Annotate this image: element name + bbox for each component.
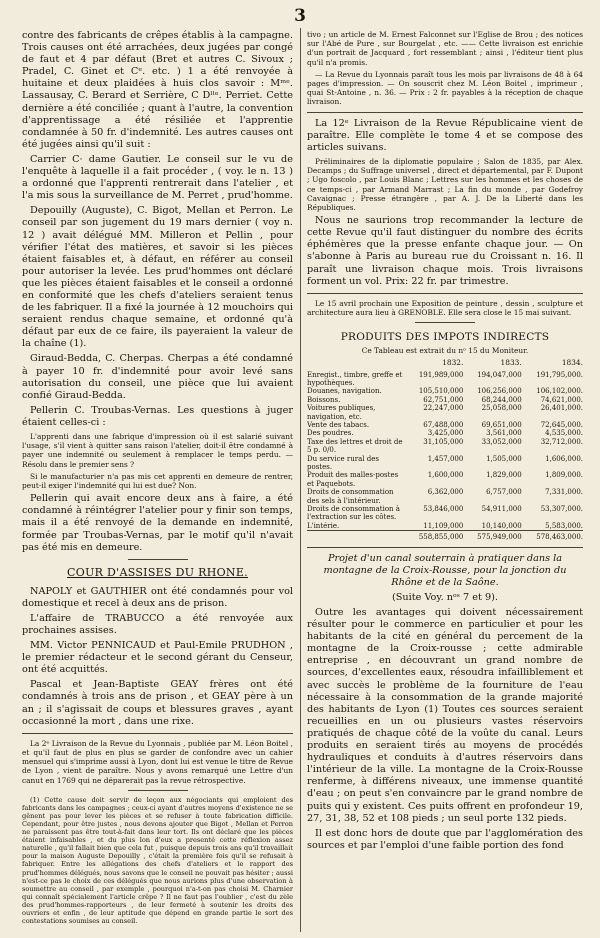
paragraph-pennicaud: MM. Victor PENNICAUD et Paul-Emile PRUDHON , le premier rédacteur et le second gérant du Censeur, ont été acquittés. <box>22 640 293 676</box>
tax-value-1832: 67,488,000 <box>423 420 464 429</box>
tax-value-1833: 54,911,000 <box>481 505 522 513</box>
tax-row-label: L'intérie. <box>307 521 340 530</box>
year-1833: 1833. <box>500 358 522 368</box>
paragraph-carrier-gautier: Carrier C· dame Gautier. Le conseil sur le vu de l'enquête à laquelle il a fait procéder , ( voy. le n. 13 ) a ordonné que l'apprenti rentrerait dans l'atelier , et l'a mis sous la surveillance de M. Perret , prud'homme. <box>22 153 293 202</box>
paragraph-giraud-bedda: Giraud-Bedda, C. Cherpas. Cherpas a été condamné à payer 10 fr. d'indemnité pour avoir levé sans autorisation du conseil, une pièce que lui avaient confié Giraud-Bedda. <box>22 353 293 401</box>
tax-value-1832: 191,989,000 <box>418 370 464 379</box>
paragraph-revue-republicaine: La 12ᵉ Livraison de la Revue Républicaine vient de paraître. Elle complète le tome 4 et se compose des articles suivans. <box>307 117 583 153</box>
separator <box>307 112 583 113</box>
tax-table-row <box>307 404 583 421</box>
tax-table-row <box>307 455 583 472</box>
tax-value-1832: 1,600,000 <box>427 471 464 480</box>
left-column <box>22 30 293 932</box>
tax-value-1833: 194,047,000 <box>477 370 522 379</box>
total-1833: 575,949,000 <box>463 531 521 542</box>
tax-value-1834: 53,307,000. <box>540 505 583 513</box>
paragraph-depouilly: Depouilly (Auguste), C. Bigot, Mellan et Perron. Le conseil par son jugement du 19 mars dernier ( voy n. 12 ) avait délégué MM. Milleron et Pellin , pour vérifier l'état des matières, et savoir si les pièces étaient faisables et, à défaut, en référer au conseil pour autoriser la levée. Les prud'hommes ont déclaré que les pièces étaient faisables et le conseil a ordonné en conformité que les chefs d'ateliers seraient tenus de les fabriquer. Il a fixé la journée à 12 mouchoirs qui seraient rendus chaque semaine, et ordonné qu'à défaut par eux de ce faire, ils payeraient la valeur de la chaîne (1). <box>22 205 293 350</box>
tax-value-1834: 1,606,000. <box>545 454 583 463</box>
tax-value-1834: 72,645,000. <box>540 420 583 429</box>
tax-table-subtitle: Ce Tableau est extrait du nᵒ 15 du Moniteur. <box>361 346 529 356</box>
canal-article-title: Projet d'un canal souterrain à pratiquer dans la montagne de la Croix-Rousse, pour la jonction du Rhône et de la Saône. <box>323 552 567 588</box>
separator <box>415 322 475 323</box>
paragraph-revue-articles: Préliminaires de la diplomatie populaire ; Salon de 1835, par Alex. Decamps ; du Suffrage universel , direct et départemental, par F. Dupont ; Ugo foscolo , par Louis Blanc ; Lettres sur les hommes et les choses de ce temps-ci , par Armand Marrast ; La fin du monde , par Godefroy Cavaignac ; Presse étrangère , par A. J. De la Liberté dans les Républiques. <box>307 156 583 212</box>
year-1832: 1832. <box>442 358 464 368</box>
tax-value-1834: 7,331,000. <box>545 488 583 497</box>
tax-value-1832: 105,510,000 <box>418 387 464 396</box>
tax-value-1834: 74,621,000. <box>540 395 583 404</box>
column-divider <box>300 28 301 932</box>
tax-value-1834: 5,583,000. <box>545 521 583 530</box>
tax-row-label: Boissons. <box>307 395 341 404</box>
paragraph-canal-1: Outre les avantages qui doivent nécessairement résulter pour le commerce en particulier et pour les habitants de la cité en général du percement de la montagne de la Croix-rousse ; cette admirable entreprise , en découvrant un grand nombre de sources, d'excellentes eaux, résoudra infailliblement et avec succès le problème de la fourniture de l'eau nécessaire à la consommation de la grande majorité des habitants de Lyon (1) Toutes ces sources seraient recueillies en un ou plusieurs vastes réservoirs pratiqués de chaque côté de la voûte du canal. Leurs produits en seraient tirés au moyens de procédés hydrauliques et conduits à d'autres réservoirs dans l'intérieur de la ville. La montagne de la Croix-Rousse renferme, à différens niveaux, une immense quantité d'eau ; on peut s'en convaincre par le grand nombre de puits qui y existent. Ces puits offrent en profondeur 19, 27, 31, 38, 52 et 108 pieds ; un seul porte 132 pieds. <box>307 607 583 824</box>
tax-row-label: Du service rural des postes. <box>307 454 379 471</box>
canal-article-subtitle: (Suite Voy. nᵒˢ 7 et 9). <box>391 591 499 603</box>
tax-value-1833: 68,244,000 <box>481 395 522 404</box>
tax-value-1832: 62,751,000 <box>423 395 464 404</box>
tax-row-label: Enregist., timbre, greffe et hypothèques. <box>307 370 403 387</box>
paragraph-pellerin-verdict: Pellerin qui avait encore deux ans à faire, a été condamné à réintégrer l'atelier pour y finir son temps, mais il a été renvoyé de la demande en indemnité, formée par Troubas-Vernas, par le motif qu'il n'avait pas été mis en demeure. <box>22 493 293 553</box>
tax-table-row <box>307 387 583 395</box>
tax-value-1832: 6,362,000 <box>427 488 464 497</box>
right-column <box>307 30 583 932</box>
tax-value-1834: 1,809,000. <box>545 471 583 480</box>
paragraph-revue-subscription: — La Revue du Lyonnais paraît tous les mois par livraisons de 48 à 64 pages d'impression. — On souscrit chez M. Léon Boitel , imprimeur , quai St-Antoine , n. 36. — Prix : 2 fr. payables à la réception de chaque livraison. <box>307 69 583 107</box>
tax-value-1833: 1,829,000 <box>486 471 522 480</box>
tax-value-1833: 69,651,000 <box>481 420 522 429</box>
tax-table-row <box>307 421 583 429</box>
paragraph-conseil-intro: contre des fabricants de crêpes établis à la campagne. Trois causes ont été arrachées, deux jugées par congé de faut et 4 par défaut (Bret et autres C. Sivoux ; Pradel, C. Ginet et Cᵉ. etc. ) 1 a été renvoyée à huitaine et deux plaidées à huis clos savoir : Mᵐᵉ. Lassausay, C. Berard et Serrière, C Dˡˡᵉ. Perriet. Cette dernière a été conciliée ; quant à l'autre, la convention d'apprentissage a été résiliée et l'apprentie condamnée à 50 fr. d'indemnité. Les autres causes ont été jugées ainsi qu'il suit : <box>22 30 293 150</box>
tax-value-1832: 31,105,000 <box>423 437 464 446</box>
tax-value-1833: 3,561,000 <box>486 429 522 438</box>
tax-row-label: Douanes, navigation. <box>307 387 382 396</box>
tax-value-1833: 6,757,000 <box>486 488 522 497</box>
tax-table-row <box>307 522 583 531</box>
separator <box>22 733 293 734</box>
paragraph-question-1: L'apprenti dans une fabrique d'impression où il est salarié suivant l'usage, s'il vient à quitter sans raison l'atelier, doit-il être condamné à payer une indemnité ou seulement à remplacer le temps perdu. — Résolu dans le premier sens ? <box>22 432 293 469</box>
tax-row-label: Droits de consommation à l'extraction sur les côtes. <box>307 505 400 522</box>
paragraph-revue-contents: tivo ; un article de M. Ernest Falconnet sur l'Eglise de Brou ; des notices sur l'Abé de Pure , sur Bourgelat , etc. —— Cette livraison est enrichie d'un portrait de Jacquard , fort ressemblant ; ainsi , l'éditeur tient plus qu'il n'a promis. <box>307 30 583 67</box>
tax-row-label: Des poudres. <box>307 429 354 438</box>
tax-table-row <box>307 396 583 404</box>
tax-value-1832: 22,247,000 <box>423 404 464 413</box>
tax-value-1834: 4,535,000. <box>545 429 583 438</box>
tax-value-1833: 33,052,000 <box>481 437 522 446</box>
tax-row-label: Taxe des lettres et droit de 5 p. 0/0. <box>307 437 403 455</box>
tax-value-1834: 191,795,000. <box>536 370 583 379</box>
tax-value-1833: 1,505,000 <box>486 454 522 463</box>
tax-value-1832: 1,457,000 <box>427 454 464 463</box>
paragraph-pellerin: Pellerin C. Troubas-Vernas. Les questions à juger étaient celles-ci : <box>22 404 293 428</box>
tax-table-row <box>307 438 583 455</box>
tax-table-row <box>307 488 583 505</box>
separator <box>307 547 583 548</box>
tax-value-1834: 106,102,000. <box>536 387 583 396</box>
tax-value-1834: 26,401,000. <box>540 404 583 413</box>
paragraph-question-2: Si le manufacturier n'a pas mis cet apprenti en demeure de rentrer, peut-il exiger l'indemnité qui lui est due? Non. <box>22 471 293 491</box>
paragraph-canal-2: Il est donc hors de doute que par l'agglomération des sources et par l'emploi d'une faible portion des fond <box>307 827 583 851</box>
tax-table-row <box>307 371 583 388</box>
total-1832: 558,855,000 <box>405 531 463 542</box>
paragraph-revue-lyonnais: La 2ᵉ Livraison de la Revue du Lyonnais , publiée par M. Léon Boitel , et qu'il faut de plus en plus se garder de confondre avec un cahier mensuel qui s'imprime aussi à Lyon, dont lui est venue le titre de Revue de Lyon , vient de paraître. Nous y avons remarqué une Lettre d'un canut en 1769 qui ne déparerait pas la revue rétrospective. <box>22 738 293 785</box>
tax-value-1832: 11,109,000 <box>423 521 464 530</box>
year-1834: 1834. <box>561 358 583 368</box>
paragraph-trabucco: L'affaire de TRABUCCO a été renvoyée aux prochaines assises. <box>22 612 293 636</box>
paragraph-geay: Pascal et Jean-Baptiste GEAY frères ont été condamnés à trois ans de prison , et GEAY père à un an ; il s'agissait de coups et blessures graves , ayant occasionné la mort , dans une rixe. <box>22 679 293 727</box>
tax-row-label: Voitures publiques, navigation, etc. <box>307 404 376 421</box>
tax-table-header <box>307 359 583 370</box>
tax-table-row <box>307 471 583 488</box>
tax-row-label: Produit des malles-postes et Paquebots. <box>307 471 399 488</box>
tax-value-1833: 25,058,000 <box>481 404 522 413</box>
separator <box>128 790 188 791</box>
separator <box>128 559 188 560</box>
tax-row-label: Droits de consommation des sels à l'intérieur. <box>307 488 394 505</box>
separator <box>307 293 583 294</box>
paragraph-napoly: NAPOLY et GAUTHIER ont été condamnés pour vol domestique et recel à deux ans de prison. <box>22 585 293 609</box>
tax-table-title: PRODUITS DES IMPOTS INDIRECTS <box>340 331 550 344</box>
footnote: (1) Cette cause doit servir de leçon aux négociants qui emploient des fabricants dans les campagnes ; ceux-ci ayant d'autres moyens d'existence ne se gênent pas pour lever les pièces et se refuser à toute fabrication difficile. Cependant, pour être justes , nous devons ajouter que Bigot , Mellan et Perron ne paraissent pas être tout-à-fait dans leur tort. Ils ont déclaré que les pièces étaient infaisables , et du plus lon d'eux a presenté cette réflexion assez naturelle , qu'il fallait bien que cela fut , puisque depuis trois ans qu'il travaillait pour la maison Auguste Depouilly , c'était la première fois qu'il se refusait à fabriquer. Entre les allégations des chefs d'ateliers et le rapport des prud'hommes délégués, nous savons que le conseil ne pouvait pas hésiter ; aussi n'est-ce pas le choix de ces délégués que nous aurions plus d'une observation à soumettre au conseil , par exemple , pourquoi n'a-t-on pas choisi M. Charnier qui connaît spécialement l'article crêpe ? Il ne faut pas l'oublier , c'est du zèle des prud'hommes-rapporteurs , de leur fermeté à soutenir les droits des ouvriers et enfin , de leur aptitude que dépend en grande partie le sort des contestations soumises au conseil. <box>22 795 293 926</box>
tax-value-1833: 106,256,000 <box>477 387 522 396</box>
tax-value-1832: 53,846,000 <box>423 505 464 513</box>
tax-value-1833: 10,140,000 <box>481 521 522 530</box>
tax-table-total-row <box>307 531 583 542</box>
tax-table-row <box>307 505 583 522</box>
page-number: 3 <box>294 6 306 26</box>
paragraph-exposition: Le 15 avril prochain une Exposition de peinture , dessin , sculpture et architecture aura lieu à GRENOBLE. Elle sera close le 15 mai suivant. <box>307 298 583 317</box>
total-1834: 578,463,000. <box>522 531 583 542</box>
court-section-title: COUR D'ASSISES DU RHONE. <box>67 565 248 579</box>
paragraph-revue-recommendation: Nous ne saurions trop recommander la lecture de cette Revue qu'il faut distinguer du nombre des écrits éphémères que la presse enfante chaque jour. — On s'abonne à Paris au bureau rue du Croissant n. 16. Il paraît une livraison chaque mois. Trois livraisons forment un vol. Prix: 22 fr. par trimestre. <box>307 215 583 287</box>
tax-table <box>307 359 583 542</box>
tax-value-1832: 3,425,000 <box>427 429 464 438</box>
tax-row-label: Vente des tabacs. <box>307 420 370 429</box>
tax-value-1834: 32,712,000. <box>540 437 583 446</box>
tax-table-row <box>307 429 583 437</box>
